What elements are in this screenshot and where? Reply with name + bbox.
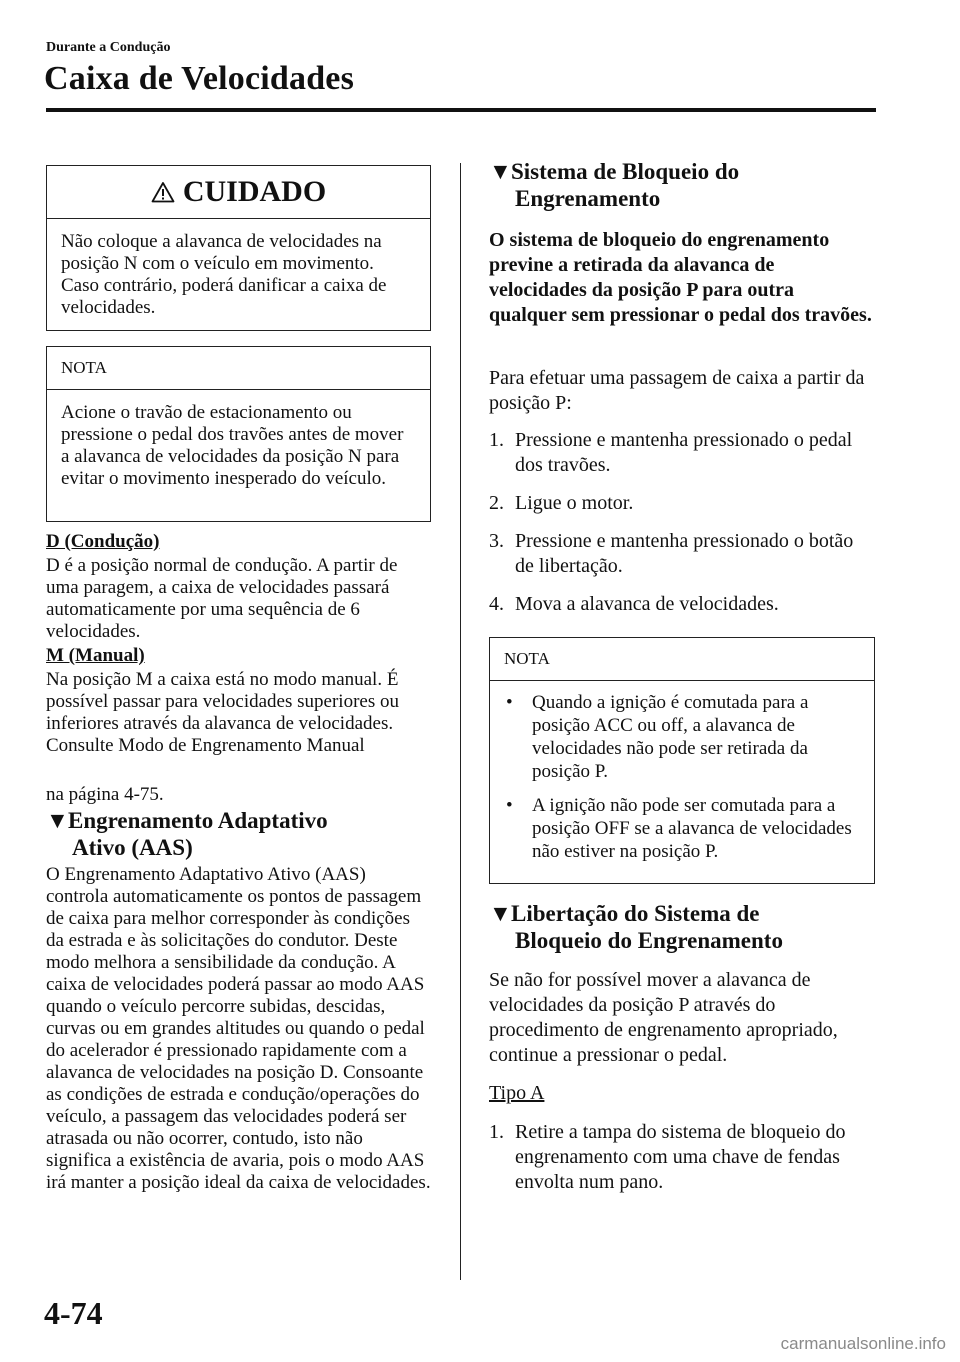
d-heading: D (Condução) [46,531,160,552]
lock-intro: Para efetuar uma passagem de caixa a partir da posição P: [489,367,865,414]
caution-title: CUIDADO [182,175,327,208]
section-triangle-icon: ▼ [489,159,512,184]
caution-box [46,165,431,331]
step-2: 2. Ligue o motor. [489,492,634,514]
lock-bold-paragraph: O sistema de bloqueio do engrenamento previne a retirada da alavanca de velocidades da posição P para outra qualquer sem pressionar o pedal dos travões. [489,229,872,326]
caution-header [47,166,430,219]
aas-heading [46,807,431,861]
release-paragraph: Se não for possível mover a alavanca de velocidades da posição P através do procedimento de engrenamento apropriado, continue a pressionar o pedal. [489,969,838,1066]
watermark: carmanualsonline.info [780,1334,946,1353]
release-heading-line2: Bloqueio do Engrenamento [515,928,783,953]
step-1: 1. Pressione e mantenha pressionado o pedal dos travões. [489,429,853,476]
section-triangle-icon: ▼ [46,808,69,833]
section-triangle-icon: ▼ [489,901,512,926]
nota-box-left [46,346,431,522]
running-head: Durante a Condução [46,40,171,55]
lock-heading-line1: Sistema de Bloqueio do [511,159,740,184]
aas-heading-line1: Engrenamento Adaptativo [68,808,328,833]
d-paragraph: D é a posição normal de condução. A partir de uma paragem, a caixa de velocidades passará automaticamente por uma sequência de 6 velocidades. [46,555,398,642]
m-page-reference: na página 4-75. [46,784,164,805]
bullet-dot-icon: • [506,795,513,816]
warning-triangle-icon [151,181,175,203]
release-heading-line1: Libertação do Sistema de [511,901,760,926]
release-heading [489,900,875,954]
title-rule [46,108,876,112]
column-divider [460,163,461,1280]
caution-text: Não coloque a alavanca de velocidades na posição N com o veículo em movimento. Caso contrário, poderá danificar a caixa de velocidades. [61,231,387,318]
page-number: 4-74 [44,1295,103,1331]
tipo-a-heading: Tipo A [489,1082,545,1104]
nota-text: Acione o travão de estacionamento ou pressione o pedal dos travões antes de mover a alavanca de velocidades da posição N para evitar o movimento inesperado do veículo. [61,402,404,489]
nota-bullet: • Quando a ignição é comutada para a posição ACC ou off, a alavanca de velocidades não pode ser retirada da posição P. [506,692,809,782]
nota-bullet: • A ignição não pode ser comutada para a posição OFF se a alavanca de velocidades não estiver na posição P. [506,795,852,862]
nota-label: NOTA [490,638,874,681]
lock-heading [489,158,875,212]
bullet-dot-icon: • [506,692,513,713]
nota-label: NOTA [47,347,430,390]
aas-paragraph: O Engrenamento Adaptativo Ativo (AAS) controla automaticamente os pontos de passagem de caixa para melhor corresponder às condições da estrada e às solicitações do condutor. Deste modo melhora a sensibilidade da condução. A caixa de velocidades poderá passar ao modo AAS quando o veículo percorre subidas, descidas, curvas ou em grandes altitudes ou quando o pedal do acelerador é pressionado rapidamente com a alavanca de velocidades na posição D. Consoante as condições de estrada e condução/operações do veículo, a passagem das velocidades poderá ser atrasada ou não ocorrer, contudo, isto não significa a existência de avaria, pois o modo AAS irá manter a posição ideal da caixa de velocidades. [46,864,431,1193]
step-4: 4. Mova a alavanca de velocidades. [489,593,779,615]
nota-box-right [489,637,875,884]
lock-heading-line2: Engrenamento [515,186,661,211]
nota-bullet-list [490,681,874,863]
chapter-title: Caixa de Velocidades [44,60,355,97]
aas-heading-line2: Ativo (AAS) [72,835,193,860]
tipo-a-step-1: 1. Retire a tampa do sistema de bloqueio do engrenamento com uma chave de fendas envolta num pano. [489,1121,846,1193]
step-3: 3. Pressione e mantenha pressionado o botão de libertação. [489,530,854,577]
m-heading: M (Manual) [46,645,145,666]
m-paragraph: Na posição M a caixa está no modo manual. É possível passar para velocidades superiores ou inferiores através da alavanca de velocidades. Consulte Modo de Engrenamento Manual [46,669,399,756]
